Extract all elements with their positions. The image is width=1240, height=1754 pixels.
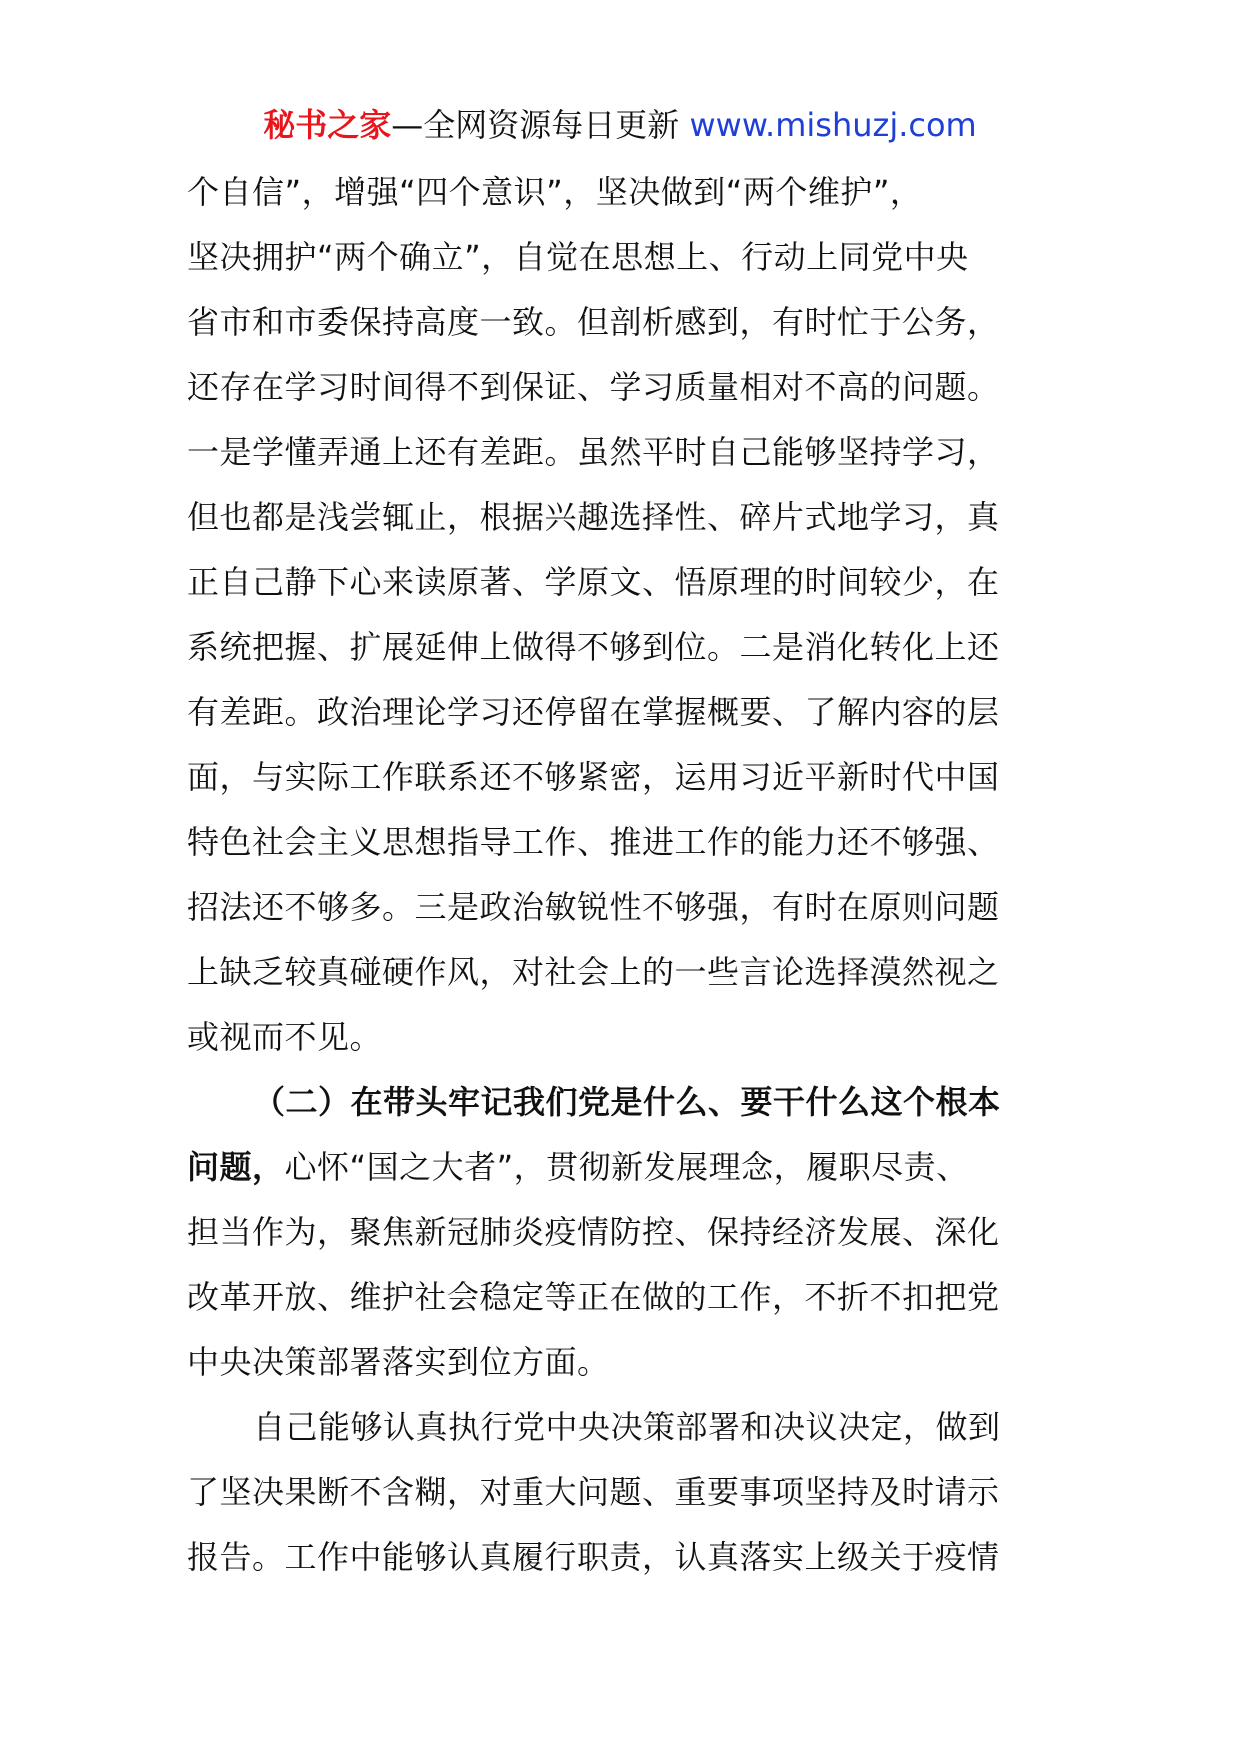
section-heading-rest: 心怀“国之大者”，贯彻新发展理念，履职尽责、 bbox=[284, 1148, 969, 1186]
text-line: 担当作为，聚焦新冠肺炎疫情防控、保持经济发展、深化 bbox=[187, 1213, 1000, 1251]
text-line: 一是学懂弄通上还有差距。虽然平时自己能够坚持学习， bbox=[187, 433, 1000, 471]
text-line: 坚决拥护“两个确立”，自觉在思想上、行动上同党中央 bbox=[187, 238, 969, 276]
text-line: 或视而不见。 bbox=[187, 1018, 383, 1056]
text-line: 招法还不够多。三是政治敏锐性不够强，有时在原则问题 bbox=[187, 888, 1000, 926]
text-line: 面，与实际工作联系还不够紧密，运用习近平新时代中国 bbox=[187, 758, 1000, 796]
text-line: 个自信”，增强“四个意识”，坚决做到“两个维护”， bbox=[187, 173, 923, 211]
site-tagline: —全网资源每日更新 bbox=[391, 106, 690, 144]
text-line: 系统把握、扩展延伸上做得不够到位。二是消化转化上还 bbox=[187, 628, 1000, 666]
text-line: 中央决策部署落实到位方面。 bbox=[187, 1343, 610, 1381]
section-heading: （二）在带头牢记我们党是什么、要干什么这个根本 bbox=[253, 1083, 1001, 1121]
text-line: 还存在学习时间得不到保证、学习质量相对不高的问题。 bbox=[187, 368, 1000, 406]
text-line: 但也都是浅尝辄止，根据兴趣选择性、碎片式地学习，真 bbox=[187, 498, 1000, 536]
site-header bbox=[0, 103, 1240, 147]
text-line: 省市和市委保持高度一致。但剖析感到，有时忙于公务， bbox=[187, 303, 1000, 341]
text-line: 上缺乏较真碰硬作风，对社会上的一些言论选择漠然视之 bbox=[187, 953, 1000, 991]
text-line: 报告。工作中能够认真履行职责，认真落实上级关于疫情 bbox=[187, 1538, 1000, 1576]
paragraph-1 bbox=[187, 160, 1057, 1070]
site-url-link[interactable]: www.mishuzj.com bbox=[689, 106, 977, 144]
text-line: 有差距。政治理论学习还停留在掌握概要、了解内容的层 bbox=[187, 693, 1000, 731]
section-heading-continuation bbox=[187, 1135, 1057, 1200]
text-line: 自己能够认真执行党中央决策部署和决议决定，做到 bbox=[253, 1408, 1001, 1446]
text-line: 改革开放、维护社会稳定等正在做的工作，不折不扣把党 bbox=[187, 1278, 1000, 1316]
site-brand: 秘书之家 bbox=[263, 106, 392, 144]
paragraph-3 bbox=[187, 1395, 1057, 1590]
text-line: 特色社会主义思想指导工作、推进工作的能力还不够强、 bbox=[187, 823, 1000, 861]
text-line: 正自己静下心来读原著、学原文、悟原理的时间较少，在 bbox=[187, 563, 1000, 601]
section-2 bbox=[187, 1070, 1057, 1395]
document-body bbox=[187, 160, 1057, 1590]
text-line: 了坚决果断不含糊，对重大问题、重要事项坚持及时请示 bbox=[187, 1473, 1000, 1511]
section-heading-bold: 问题， bbox=[187, 1148, 285, 1186]
